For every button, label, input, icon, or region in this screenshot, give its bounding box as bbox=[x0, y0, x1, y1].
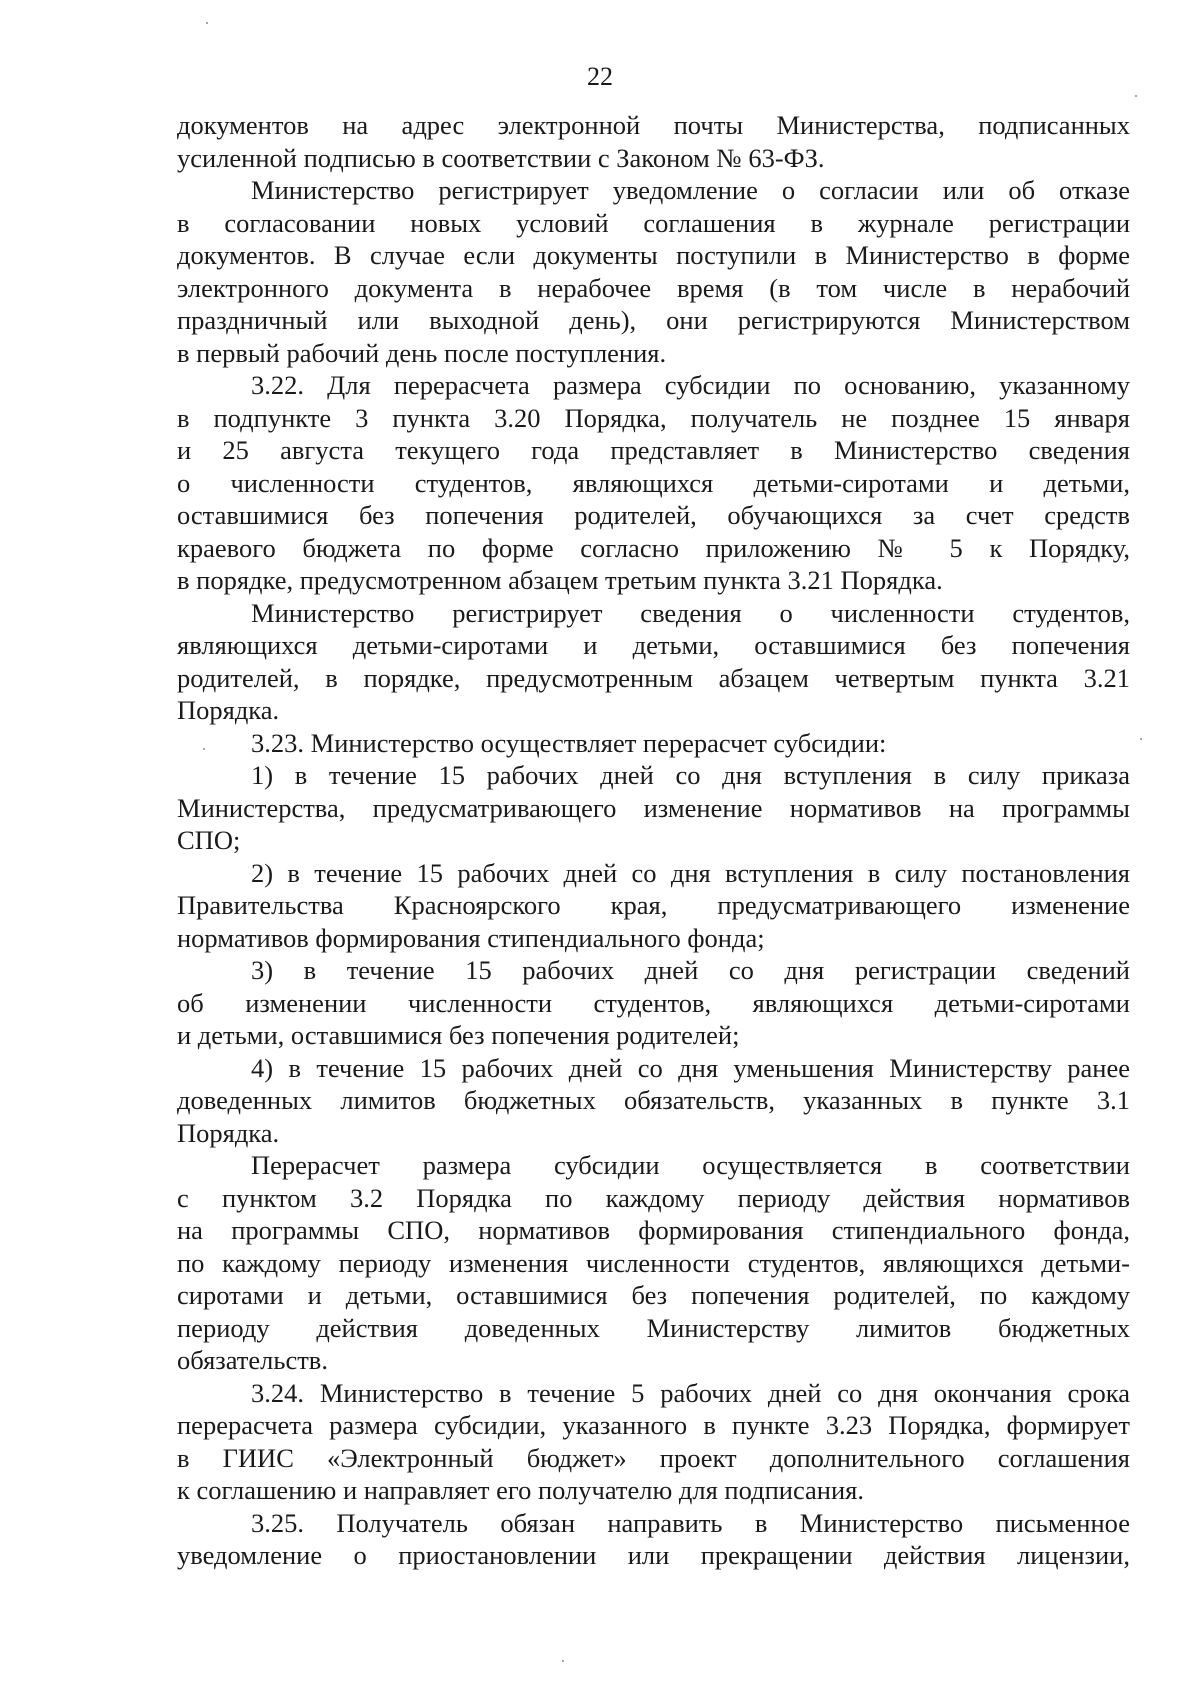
paragraph-line: Порядка. bbox=[177, 695, 280, 725]
paragraph-line: 4) в течение 15 рабочих дней со дня уменьшения Министерству ранее bbox=[251, 1052, 1130, 1083]
paragraph-line: в подпункте 3 пункта 3.20 Порядка, получатель не позднее 15 января bbox=[177, 402, 1130, 433]
paragraph-line: 3.24. Министерство в течение 5 рабочих дней со дня окончания срока bbox=[251, 1377, 1130, 1408]
paragraph-line: в согласовании новых условий соглашения в журнале регистрации bbox=[177, 207, 1130, 238]
scan-speck bbox=[203, 748, 205, 750]
scan-speck bbox=[562, 1660, 564, 1662]
paragraph-line: на программы СПО, нормативов формирования стипендиального фонда, bbox=[177, 1215, 1130, 1245]
paragraph-line: оставшимися без попечения родителей, обучающихся за счет средств bbox=[177, 500, 1130, 530]
paragraph-line: периоду действия доведенных Министерству лимитов бюджетных bbox=[177, 1312, 1130, 1343]
paragraph-line: перерасчета размера субсидии, указанного в пункте 3.23 Порядка, формирует bbox=[177, 1410, 1130, 1440]
paragraph-line: с пунктом 3.2 Порядка по каждому периоду действия нормативов bbox=[177, 1182, 1130, 1213]
scan-speck bbox=[1140, 738, 1142, 740]
page-number: 22 bbox=[587, 62, 613, 91]
paragraph-line: 1) в течение 15 рабочих дней со дня вступления в силу приказа bbox=[251, 760, 1130, 790]
paragraph-line: документов на адрес электронной почты Министерства, подписанных bbox=[177, 110, 1130, 140]
paragraph-line: нормативов формирования стипендиального фонда; bbox=[177, 922, 765, 953]
paragraph-line: краевого бюджета по форме согласно приложению № 5 к Порядку, bbox=[177, 532, 1130, 563]
paragraph-line: документов. В случае если документы поступили в Министерство в форме bbox=[177, 240, 1130, 270]
paragraph-line: Порядка. bbox=[177, 1117, 280, 1148]
paragraph-line: 3) в течение 15 рабочих дней со дня регистрации сведений bbox=[251, 955, 1130, 985]
paragraph-line: в порядке, предусмотренном абзацем третьим пункта 3.21 Порядка. bbox=[177, 565, 943, 595]
paragraph-line: сиротами и детьми, оставшимися без попечения родителей, по каждому bbox=[177, 1280, 1130, 1310]
paragraph-line: доведенных лимитов бюджетных обязательств, указанных в пункте 3.1 bbox=[177, 1085, 1130, 1115]
document-body bbox=[177, 109, 1130, 1572]
paragraph-line: 3.23. Министерство осуществляет перерасчет субсидии: bbox=[251, 727, 887, 758]
paragraph-line: обязательств. bbox=[177, 1345, 328, 1375]
paragraph-line: об изменении численности студентов, являющихся детьми-сиротами bbox=[177, 987, 1130, 1018]
paragraph-line: Перерасчет размера субсидии осуществляется в соответствии bbox=[251, 1150, 1130, 1180]
paragraph-line: усиленной подписью в соответствии с Законом № 63-ФЗ. bbox=[177, 142, 825, 173]
paragraph-line: и 25 августа текущего года представляет в Министерство сведения bbox=[177, 435, 1130, 465]
paragraph-line: являющихся детьми-сиротами и детьми, оставшимися без попечения bbox=[177, 630, 1130, 660]
paragraph-line: праздничный или выходной день), они регистрируются Министерством bbox=[177, 305, 1130, 335]
paragraph-line: 3.22. Для перерасчета размера субсидии по основанию, указанному bbox=[251, 370, 1130, 400]
paragraph-line: Министерство регистрирует уведомление о согласии или об отказе bbox=[251, 175, 1130, 205]
paragraph-line: по каждому периоду изменения численности студентов, являющихся детьми- bbox=[177, 1247, 1130, 1278]
paragraph-line: 3.25. Получатель обязан направить в Министерство письменное bbox=[251, 1507, 1130, 1538]
paragraph-line: СПО; bbox=[177, 825, 241, 855]
paragraph-line: и детьми, оставшимися без попечения родителей; bbox=[177, 1020, 740, 1050]
paragraph-line: электронного документа в нерабочее время (в том числе в нерабочий bbox=[177, 272, 1130, 303]
paragraph-line: в ГИИС «Электронный бюджет» проект дополнительного соглашения bbox=[177, 1442, 1130, 1473]
paragraph-line: уведомление о приостановлении или прекращении действия лицензии, bbox=[177, 1540, 1130, 1570]
paragraph-line: Министерства, предусматривающего изменение нормативов на программы bbox=[177, 792, 1130, 823]
paragraph-line: Министерство регистрирует сведения о численности студентов, bbox=[251, 597, 1130, 628]
paragraph-line: родителей, в порядке, предусмотренным абзацем четвертым пункта 3.21 bbox=[177, 662, 1130, 693]
scan-speck bbox=[1135, 95, 1137, 97]
paragraph-line: Правительства Красноярского края, предусматривающего изменение bbox=[177, 890, 1130, 920]
paragraph-line: к соглашению и направляет его получателю для подписания. bbox=[177, 1475, 864, 1505]
scan-speck bbox=[206, 22, 208, 24]
paragraph-line: о численности студентов, являющихся детьми-сиротами и детьми, bbox=[177, 467, 1130, 498]
paragraph-line: 2) в течение 15 рабочих дней со дня вступления в силу постановления bbox=[251, 857, 1130, 888]
paragraph-line: в первый рабочий день после поступления. bbox=[177, 337, 667, 368]
